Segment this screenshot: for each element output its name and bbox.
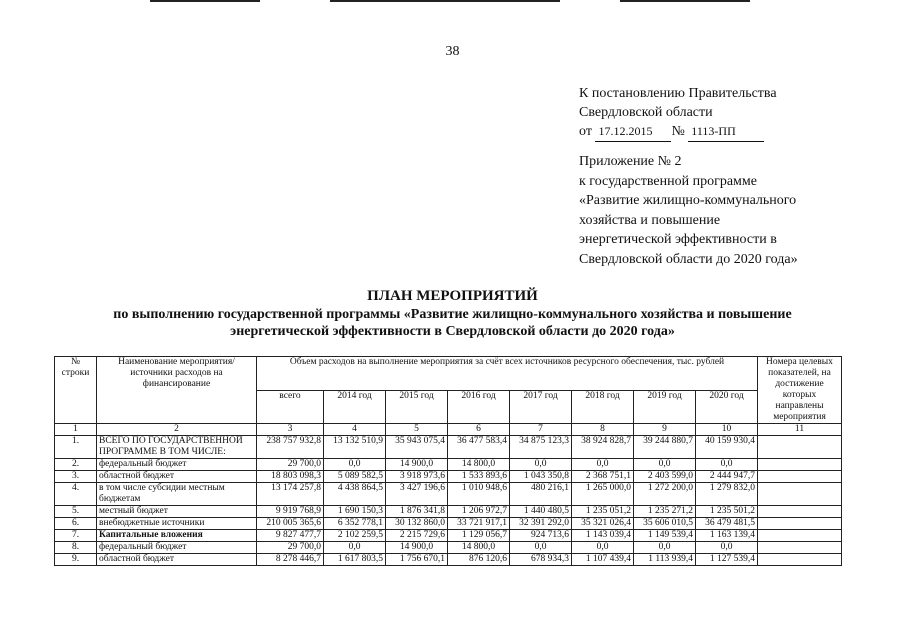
value-cell: 0,0	[510, 459, 572, 471]
value-cell: 1 010 948,6	[448, 483, 510, 506]
targets-cell	[758, 542, 842, 554]
column-index-cell: 1	[55, 424, 97, 436]
row-name-cell: Капитальные вложения	[97, 530, 257, 542]
document-subtitle	[0, 306, 905, 340]
value-cell: 2 102 259,5	[324, 530, 386, 542]
value-cell: 39 244 880,7	[634, 436, 696, 459]
table-row	[55, 506, 842, 518]
header-row-number: № строки	[55, 357, 97, 424]
row-number-cell: 9.	[55, 554, 97, 566]
appendix-line: Свердловской области до 2020 года»	[579, 251, 798, 267]
row-name-cell: внебюджетные источники	[97, 518, 257, 530]
value-cell: 14 900,0	[386, 542, 448, 554]
value-cell: 1 235 051,2	[572, 506, 634, 518]
column-index-cell: 2	[97, 424, 257, 436]
column-index-row	[55, 424, 842, 436]
top-rule-right	[620, 0, 750, 2]
column-index-cell: 5	[386, 424, 448, 436]
value-cell: 33 721 917,1	[448, 518, 510, 530]
targets-cell	[758, 506, 842, 518]
value-cell: 0,0	[696, 459, 758, 471]
column-index-cell: 4	[324, 424, 386, 436]
value-cell: 876 120,6	[448, 554, 510, 566]
table-row	[55, 436, 842, 459]
resolution-number: 1113-ПП	[688, 122, 764, 142]
value-cell: 0,0	[572, 542, 634, 554]
value-cell: 40 159 930,4	[696, 436, 758, 459]
resolution-line-2: Свердловской области	[579, 105, 713, 120]
table-row	[55, 530, 842, 542]
value-cell: 29 700,0	[257, 542, 324, 554]
value-cell: 9 919 768,9	[257, 506, 324, 518]
value-cell: 0,0	[634, 542, 696, 554]
page-number: 38	[445, 44, 460, 59]
value-cell: 36 479 481,5	[696, 518, 758, 530]
header-row	[55, 357, 842, 391]
appendix-line: хозяйства и повышение	[579, 212, 721, 228]
value-cell: 1 617 803,5	[324, 554, 386, 566]
appendix-line: «Развитие жилищно-коммунального	[579, 193, 797, 208]
resolution-date: 17.12.2015	[595, 122, 671, 142]
targets-cell	[758, 459, 842, 471]
value-cell: 210 005 365,6	[257, 518, 324, 530]
header-name: Наименование мероприятия/источники расходов на финансирование	[97, 357, 257, 424]
value-cell: 1 113 939,4	[634, 554, 696, 566]
top-rule-left	[150, 0, 260, 2]
header-expenses-group: Объем расходов на выполнение мероприятия за счёт всех источников ресурсного обеспечения, тыс. рублей	[257, 357, 758, 391]
value-cell: 2 403 599,0	[634, 471, 696, 483]
resolution-date-line	[579, 122, 777, 142]
value-cell: 1 235 271,2	[634, 506, 696, 518]
resolution-line-1: К постановлению Правительства	[579, 86, 777, 101]
column-index-cell: 3	[257, 424, 324, 436]
row-number-cell: 6.	[55, 518, 97, 530]
top-rule-middle	[330, 0, 560, 2]
resolution-reference	[579, 84, 777, 142]
document-title: ПЛАН МЕРОПРИЯТИЙ	[367, 288, 538, 304]
value-cell: 13 174 257,8	[257, 483, 324, 506]
value-cell: 1 149 539,4	[634, 530, 696, 542]
column-index-cell: 6	[448, 424, 510, 436]
value-cell: 1 533 893,6	[448, 471, 510, 483]
header-year: 2020 год	[696, 390, 758, 424]
targets-cell	[758, 471, 842, 483]
row-number-cell: 3.	[55, 471, 97, 483]
value-cell: 14 800,0	[448, 542, 510, 554]
value-cell: 1 756 670,1	[386, 554, 448, 566]
value-cell: 1 279 832,0	[696, 483, 758, 506]
value-cell: 480 216,1	[510, 483, 572, 506]
value-cell: 13 132 510,9	[324, 436, 386, 459]
row-name-cell: ВСЕГО ПО ГОСУДАРСТВЕННОЙ ПРОГРАММЕ В ТОМ ЧИСЛЕ:	[97, 436, 257, 459]
value-cell: 29 700,0	[257, 459, 324, 471]
value-cell: 3 918 973,6	[386, 471, 448, 483]
value-cell: 30 132 860,0	[386, 518, 448, 530]
value-cell: 1 235 501,2	[696, 506, 758, 518]
header-year: 2018 год	[572, 390, 634, 424]
value-cell: 35 321 026,4	[572, 518, 634, 530]
plan-table	[54, 356, 842, 566]
value-cell: 1 143 039,4	[572, 530, 634, 542]
value-cell: 1 127 539,4	[696, 554, 758, 566]
row-number-cell: 2.	[55, 459, 97, 471]
value-cell: 1 043 350,8	[510, 471, 572, 483]
value-cell: 678 934,3	[510, 554, 572, 566]
value-cell: 1 876 341,8	[386, 506, 448, 518]
value-cell: 0,0	[324, 542, 386, 554]
column-index-cell: 8	[572, 424, 634, 436]
subtitle-line-2: энергетической эффективности в Свердловской области до 2020 года»	[230, 324, 675, 339]
value-cell: 1 265 000,0	[572, 483, 634, 506]
value-cell: 0,0	[572, 459, 634, 471]
appendix-line: Приложение № 2	[579, 154, 682, 169]
row-number-cell: 4.	[55, 483, 97, 506]
value-cell: 0,0	[510, 542, 572, 554]
targets-cell	[758, 530, 842, 542]
row-name-cell: в том числе субсидии местным бюджетам	[97, 483, 257, 506]
row-name-cell: областной бюджет	[97, 471, 257, 483]
column-index-cell: 11	[758, 424, 842, 436]
from-label: от	[579, 124, 592, 139]
number-label: №	[671, 124, 685, 139]
value-cell: 34 875 123,3	[510, 436, 572, 459]
value-cell: 1 440 480,5	[510, 506, 572, 518]
value-cell: 5 089 582,5	[324, 471, 386, 483]
column-index-cell: 10	[696, 424, 758, 436]
value-cell: 18 803 098,3	[257, 471, 324, 483]
value-cell: 32 391 292,0	[510, 518, 572, 530]
table-row	[55, 471, 842, 483]
value-cell: 1 272 200,0	[634, 483, 696, 506]
value-cell: 8 278 446,7	[257, 554, 324, 566]
row-name-cell: местный бюджет	[97, 506, 257, 518]
table-row	[55, 518, 842, 530]
value-cell: 35 606 010,5	[634, 518, 696, 530]
value-cell: 14 800,0	[448, 459, 510, 471]
value-cell: 1 206 972,7	[448, 506, 510, 518]
value-cell: 2 368 751,1	[572, 471, 634, 483]
row-number-cell: 5.	[55, 506, 97, 518]
row-name-cell: федеральный бюджет	[97, 542, 257, 554]
header-year: 2016 год	[448, 390, 510, 424]
value-cell: 6 352 778,1	[324, 518, 386, 530]
column-index-cell: 9	[634, 424, 696, 436]
value-cell: 2 444 947,7	[696, 471, 758, 483]
targets-cell	[758, 436, 842, 459]
header-total: всего	[257, 390, 324, 424]
value-cell: 9 827 477,7	[257, 530, 324, 542]
value-cell: 35 943 075,4	[386, 436, 448, 459]
value-cell: 14 900,0	[386, 459, 448, 471]
value-cell: 0,0	[634, 459, 696, 471]
value-cell: 4 438 864,5	[324, 483, 386, 506]
value-cell: 924 713,6	[510, 530, 572, 542]
subtitle-line-1: по выполнению государственной программы «Развитие жилищно-коммунального хозяйства и повышение	[113, 307, 792, 322]
value-cell: 0,0	[324, 459, 386, 471]
value-cell: 238 757 932,8	[257, 436, 324, 459]
appendix-block	[579, 152, 879, 269]
row-name-cell: областной бюджет	[97, 554, 257, 566]
value-cell: 2 215 729,6	[386, 530, 448, 542]
header-year: 2019 год	[634, 390, 696, 424]
targets-cell	[758, 518, 842, 530]
targets-cell	[758, 483, 842, 506]
table-row	[55, 459, 842, 471]
appendix-line: к государственной программе	[579, 173, 757, 189]
row-number-cell: 7.	[55, 530, 97, 542]
appendix-line: энергетической эффективности в	[579, 232, 777, 247]
value-cell: 1 163 139,4	[696, 530, 758, 542]
header-year: 2014 год	[324, 390, 386, 424]
value-cell: 0,0	[696, 542, 758, 554]
row-number-cell: 8.	[55, 542, 97, 554]
table-row	[55, 483, 842, 506]
header-year: 2017 год	[510, 390, 572, 424]
header-year: 2015 год	[386, 390, 448, 424]
header-targets: Номера целевых показателей, на достижение которых направлены мероприятия	[758, 357, 842, 424]
row-number-cell: 1.	[55, 436, 97, 459]
value-cell: 1 690 150,3	[324, 506, 386, 518]
table-row	[55, 554, 842, 566]
value-cell: 1 107 439,4	[572, 554, 634, 566]
column-index-cell: 7	[510, 424, 572, 436]
table-row	[55, 542, 842, 554]
row-name-cell: федеральный бюджет	[97, 459, 257, 471]
value-cell: 38 924 828,7	[572, 436, 634, 459]
value-cell: 1 129 056,7	[448, 530, 510, 542]
value-cell: 36 477 583,4	[448, 436, 510, 459]
value-cell: 3 427 196,6	[386, 483, 448, 506]
targets-cell	[758, 554, 842, 566]
